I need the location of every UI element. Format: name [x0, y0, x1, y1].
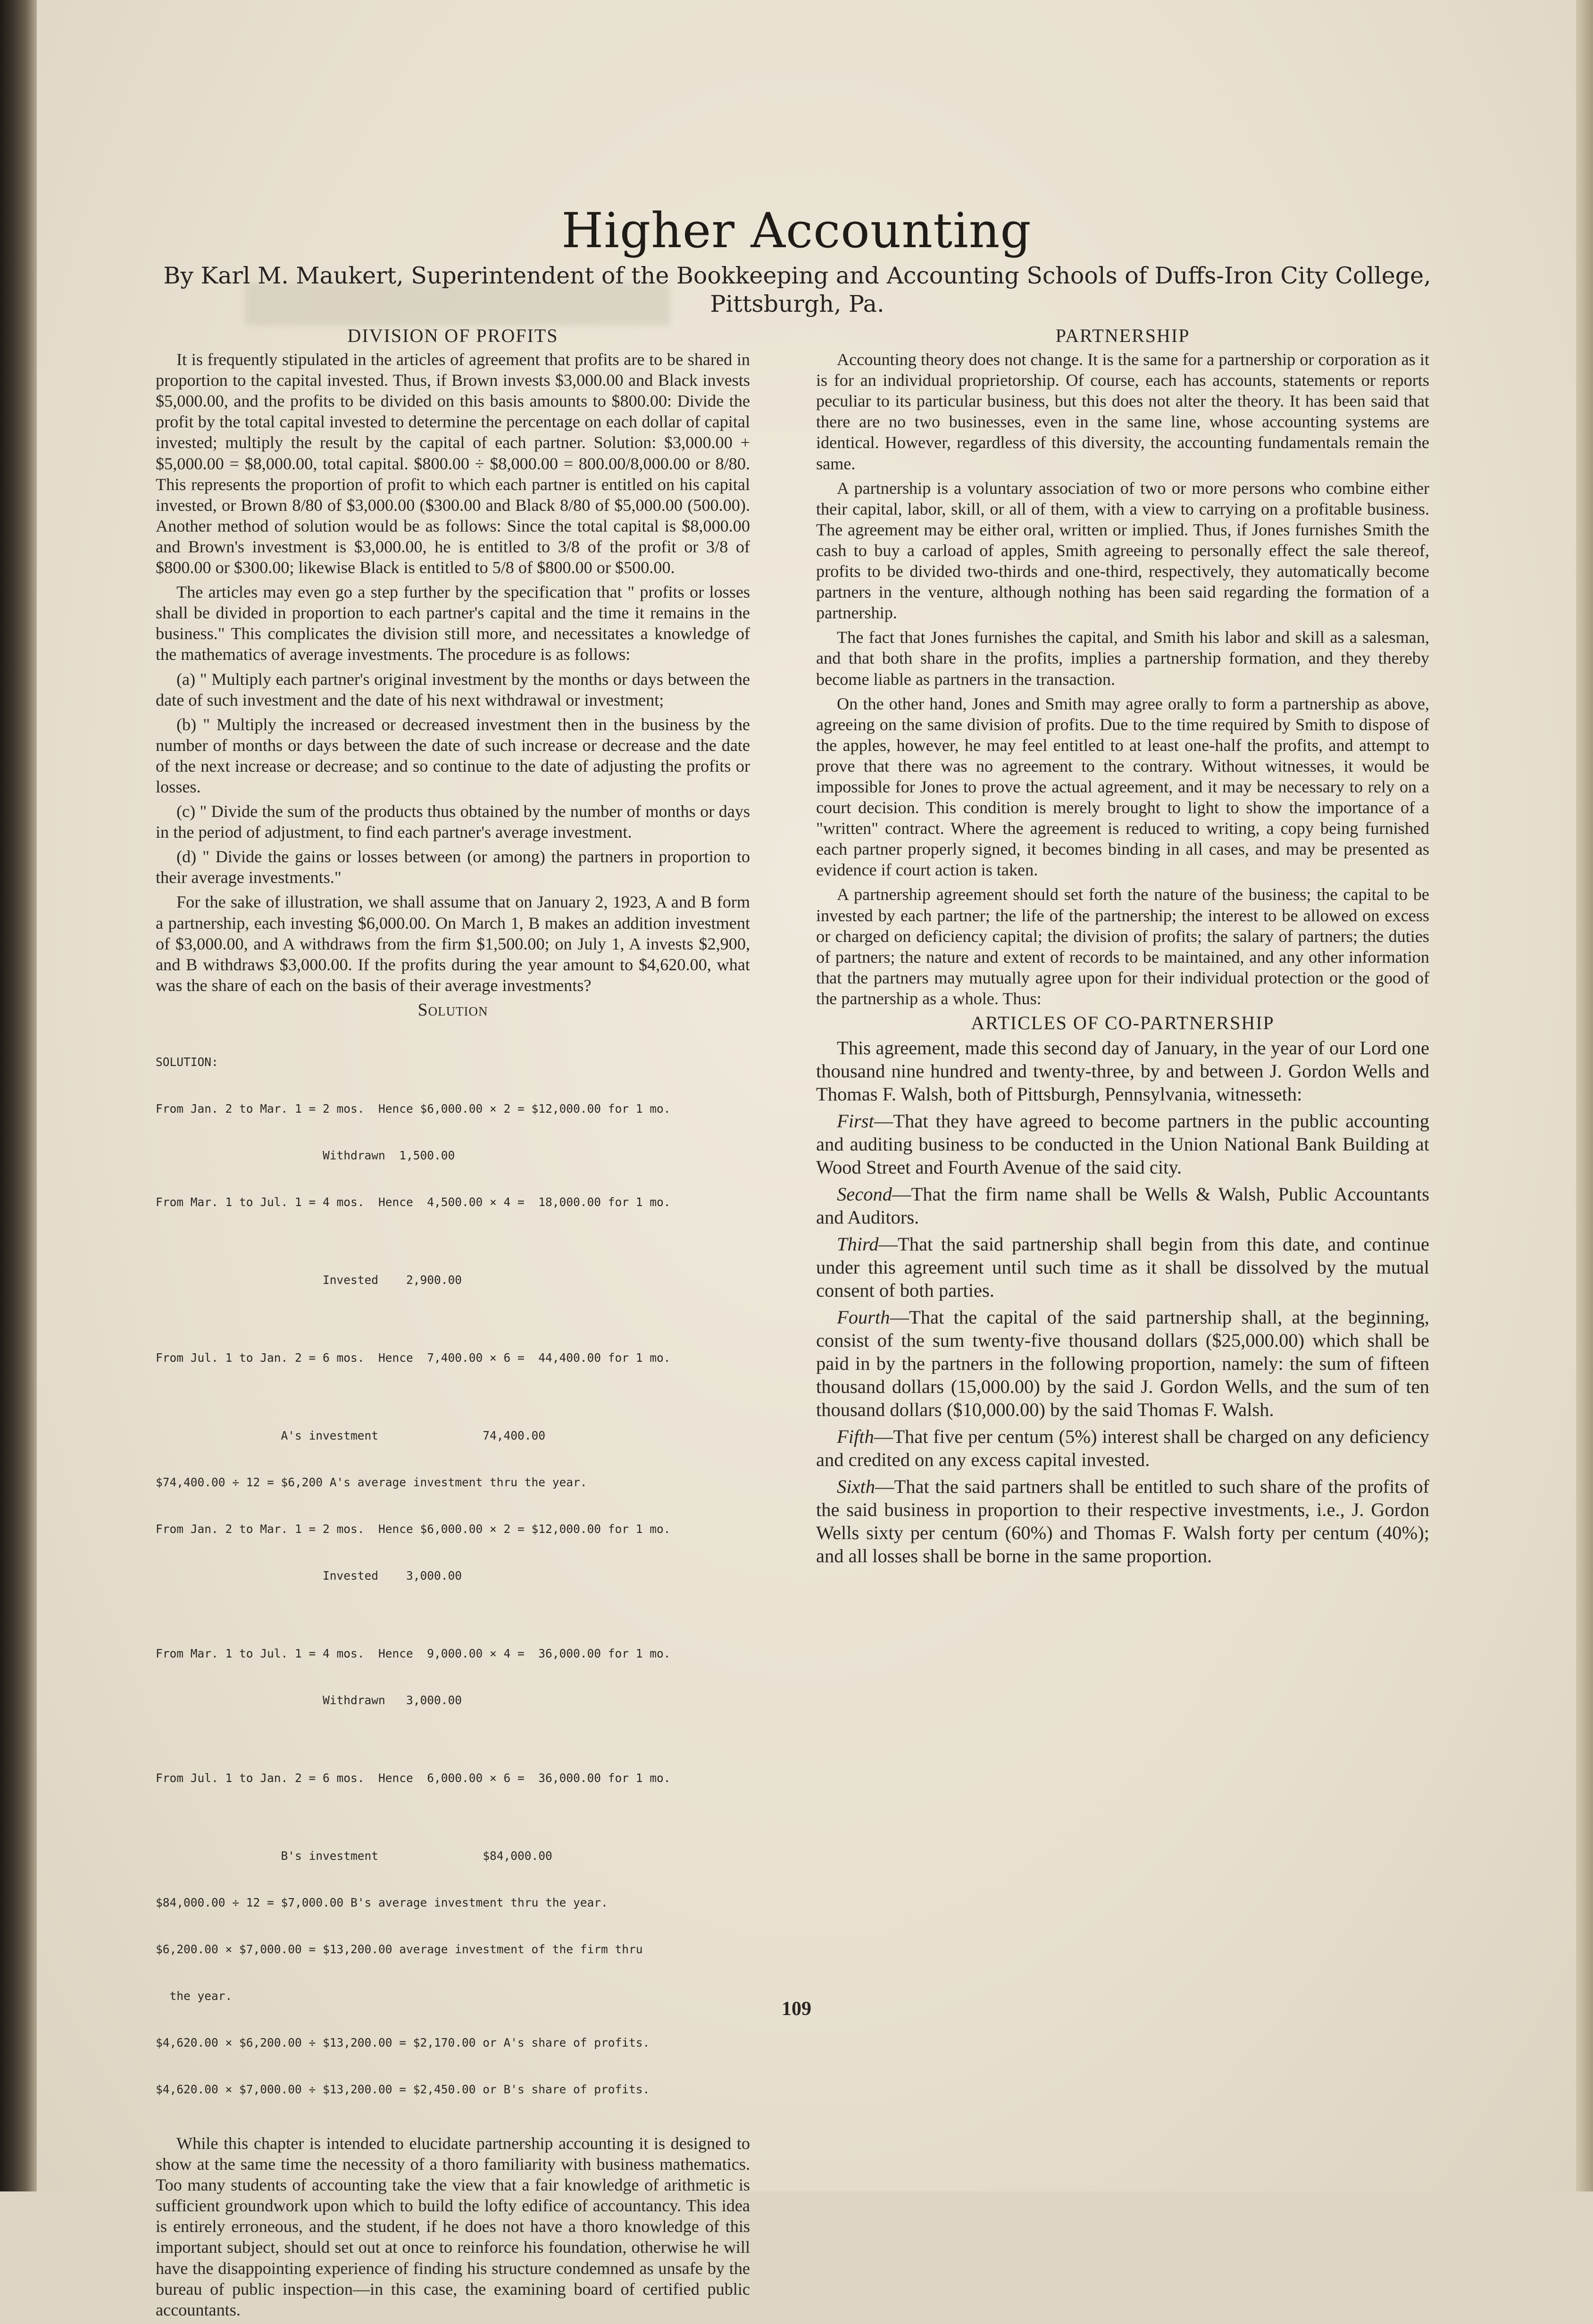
paragraph: (a) " Multiply each partner's original investment by the months or days between the date of such investment and the date of his next withdrawal or investment;	[156, 669, 750, 709]
article-label: Fifth	[837, 1426, 874, 1448]
section-heading-partnership: PARTNERSHIP	[1055, 325, 1190, 346]
solution-line: From Jul. 1 to Jan. 2 = 6 mos. Hence 6,000.00 × 6 = 36,000.00 for 1 mo.	[156, 1771, 671, 1785]
article-label: Sixth	[837, 1476, 875, 1498]
solution-line: the year.	[156, 1989, 233, 2003]
page-number: 109	[782, 1998, 811, 2020]
paragraph: (c) " Divide the sum of the products thus obtained by the number of months or days in the period of adjustment, to find each partner's average investment.	[156, 802, 750, 842]
solution-line: B's investment $84,000.00	[156, 1849, 552, 1863]
article-fourth	[816, 1306, 1429, 1421]
solution-line: $4,620.00 × $6,200.00 ÷ $13,200.00 = $2,170.00 or A's share of profits.	[156, 2036, 650, 2049]
paragraph: A partnership is a voluntary association of two or more persons who combine either their capital, labor, skill, or all of them, with a view to carrying on a profitable business. The agreement may be either oral, written or implied. Thus, if Jones furnishes Smith the cash to buy a carload of apples, Smith agreeing to personally effect the sale thereof, profits to be divided two-thirds and one-third, respectively, they automatically become partners in the venture, although nothing has been said regarding the formation of a partnership.	[816, 478, 1429, 623]
article-text: —That they have agreed to become partners in the public accounting and auditing business to be conducted in the Union National Bank Building at Wood Street and Fourth Avenue of the said city.	[816, 1110, 1429, 1178]
solution-line: $6,200.00 × $7,000.00 = $13,200.00 average investment of the firm thru	[156, 1942, 643, 1956]
article-second	[816, 1183, 1429, 1229]
solution-line: From Mar. 1 to Jul. 1 = 4 mos. Hence 4,500.00 × 4 = 18,000.00 for 1 mo.	[156, 1195, 671, 1209]
article-label: Fourth	[837, 1307, 890, 1328]
paragraph: The articles may even go a step further by the specification that " profits or losses shall be divided in proportion to each partner's capital and the time it remains in the business." This complicates the division still more, and necessitates a knowledge of the mathematics of average investments. The procedure is as follows:	[156, 583, 750, 664]
paragraph: The fact that Jones furnishes the capital, and Smith his labor and skill as a salesman, and that both share in the profits, implies a partnership formation, and they thereby become liable as partners in the transaction.	[816, 628, 1429, 689]
article-text: —That the said partners shall be entitled to such share of the profits of the said business in proportion to their respective investments, i.e., J. Gordon Wells sixty per centum (60%) and Thomas F. Walsh forty per centum (40%); and all losses shall be borne in the same proportion.	[816, 1476, 1429, 1567]
paragraph: For the sake of illustration, we shall assume that on January 2, 1923, A and B form a partnership, each investing $6,000.00. On March 1, B makes an addition investment of $3,000.00, and A withdraws from the firm $1,500.00; on July 1, A invests $2,900, and B withdraws $3,000.00. If the profits during the year amount to $4,620.00, what was the share of each on the basis of their average investments?	[156, 892, 750, 995]
article-text: —That five per centum (5%) interest shall be charged on any deficiency and credited on any excess capital invested.	[816, 1426, 1429, 1471]
paragraph: (b) " Multiply the increased or decreased investment then in the business by the number of months or days between the date of such increase or decrease and the date of the next increase or decrease; and so continue to the date of adjusting the profits or losses.	[156, 715, 750, 796]
paragraph: While this chapter is intended to elucidate partnership accounting it is designed to show at the same time the necessity of a thoro familiarity with business mathematics. Too many students of accounting take the view that a fair knowledge of arithmetic is sufficient groundwork upon which to build the lofty edifice of accountancy. This idea is entirely erroneous, and the student, if he does not have a thoro knowledge of this important subject, should set out at once to reinforce his foundation, otherwise he will have the disappointing experience of finding his structure condemned as unsafe by the bureau of public inspection—in this case, the examining board of certified public accountants.	[156, 2134, 750, 2319]
solution-line: From Mar. 1 to Jul. 1 = 4 mos. Hence 9,000.00 × 4 = 36,000.00 for 1 mo.	[156, 1647, 671, 1660]
article-title: Higher Accounting	[561, 203, 1032, 259]
solution-line: Withdrawn 1,500.00	[156, 1149, 455, 1162]
solution-line: Invested 2,900.00	[156, 1273, 462, 1287]
page-edge	[1576, 0, 1593, 2191]
article-fifth	[816, 1425, 1429, 1471]
paragraph: A partnership agreement should set forth the nature of the business; the capital to be invested by each partner; the life of the partnership; the interest to be allowed on excess or charged on deficiency capital; the division of profits; the salary of partners; the duties of partners; the nature and extent of records to be maintained, and any other information that the partners may mutually agree upon for their individual protection or the good of the partnership as a whole. Thus:	[816, 885, 1429, 1008]
article-byline: By Karl M. Maukert, Superintendent of the Bookkeeping and Accounting Schools of Duffs-Iron City College, Pittsburgh, Pa.	[163, 262, 1431, 317]
agreement-preamble: This agreement, made this second day of January, in the year of our Lord one thousand nine hundred and twenty-three, by and between J. Gordon Wells and Thomas F. Walsh, both of Pittsburgh, Pennsylvania, witnesseth:	[816, 1037, 1429, 1105]
solution-line: From Jan. 2 to Mar. 1 = 2 mos. Hence $6,000.00 × 2 = $12,000.00 for 1 mo.	[156, 1102, 671, 1116]
solution-line: $84,000.00 ÷ 12 = $7,000.00 B's average investment thru the year.	[156, 1896, 608, 1909]
solution-label: SOLUTION:	[156, 1055, 218, 1069]
solution-line: Withdrawn 3,000.00	[156, 1693, 462, 1707]
article-text: —That the said partnership shall begin from this date, and continue under this agreement until such time as it shall be dissolved by the mutual consent of both parties.	[816, 1233, 1429, 1301]
article-first	[816, 1109, 1429, 1179]
solution-line: Invested 3,000.00	[156, 1569, 462, 1583]
solution-line: From Jan. 2 to Mar. 1 = 2 mos. Hence $6,000.00 × 2 = $12,000.00 for 1 mo.	[156, 1522, 671, 1536]
section-heading-division-of-profits: DIVISION OF PROFITS	[347, 325, 559, 346]
paragraph: (d) " Divide the gains or losses between (or among) the partners in proportion to their average investments."	[156, 847, 750, 887]
solution-line: $4,620.00 × $7,000.00 ÷ $13,200.00 = $2,450.00 or B's share of profits.	[156, 2082, 650, 2096]
article-sixth	[816, 1475, 1429, 1567]
paragraph: Accounting theory does not change. It is the same for a partnership or corporation as it is for an individual proprietorship. Of course, each has accounts, statements or reports peculiar to its particular business, but this does not alter the theory. It has been said that there are no two businesses, even in the same line, whose accounting systems are identical. However, regardless of this diversity, the accounting fundamentals remain the same.	[816, 350, 1429, 473]
solution-line: A's investment 74,400.00	[156, 1429, 546, 1442]
left-column	[156, 325, 750, 2324]
article-label: Third	[837, 1233, 879, 1255]
solution-heading: Solution	[417, 1000, 488, 1020]
solution-line: $74,400.00 ÷ 12 = $6,200 A's average investment thru the year.	[156, 1475, 587, 1489]
paragraph: It is frequently stipulated in the articles of agreement that profits are to be shared in proportion to the capital invested. Thus, if Brown invests $3,000.00 and Black invests $5,000.00, and the profits to be divided on this basis amounts to $800.00: Divide the profit by the total capital invested to determine the percentage on each dollar of capital invested; multiply the result by the capital of each partner. Solution: $3,000.00 + $5,000.00 = $8,000.00, total capital. $800.00 ÷ $8,000.00 = 800.00/8,000.00 or 8/80. This represents the proportion of profit to which each partner is entitled on his capital invested, or Brown 8/80 of $3,000.00 ($300.00 and Black 8/80 of $5,000.00 (500.00). Another method of solution would be as follows: Since the total capital is $8,000.00 and Brown's investment is $3,000.00, he is entitled to 3/8 of the profit or 3/8 of $800.00 or $300.00; likewise Black is entitled to 5/8 of $800.00 or $500.00.	[156, 350, 750, 577]
article-label: First	[837, 1110, 874, 1132]
article-text: —That the capital of the said partnership shall, at the beginning, consist of the sum twenty-five thousand dollars ($25,000.00) which shall be paid in by the partners in the following proportion, namely: the sum of fifteen thousand dollars (15,000.00) by the said J. Gordon Wells, and the sum of ten thousand dollars ($10,000.00) by the said Thomas F. Walsh.	[816, 1307, 1429, 1421]
article-third	[816, 1233, 1429, 1302]
solution-block	[156, 1023, 750, 2128]
book-spine	[0, 0, 37, 2191]
paragraph: On the other hand, Jones and Smith may agree orally to form a partnership as above, agreeing on the same division of profits. Due to the time required by Smith to dispose of the apples, however, he may feel entitled to at least one-half the profits, and attempt to prove that there was no agreement to the contrary. Without witnesses, it would be impossible for Jones to prove the actual agreement, and it may be necessary to rely on a court decision. This condition is merely brought to light to show the importance of a "written" contract. Where the agreement is reduced to writing, a copy being furnished each partner properly signed, it becomes binding in all cases, and may be presented as evidence if court action is taken.	[816, 694, 1429, 880]
article-label: Second	[837, 1183, 892, 1205]
right-column	[816, 325, 1429, 1571]
section-heading-articles: ARTICLES OF CO-PARTNERSHIP	[971, 1012, 1275, 1033]
article-text: —That the firm name shall be Wells & Walsh, Public Accountants and Auditors.	[816, 1183, 1429, 1228]
solution-line: From Jul. 1 to Jan. 2 = 6 mos. Hence 7,400.00 × 6 = 44,400.00 for 1 mo.	[156, 1351, 671, 1365]
